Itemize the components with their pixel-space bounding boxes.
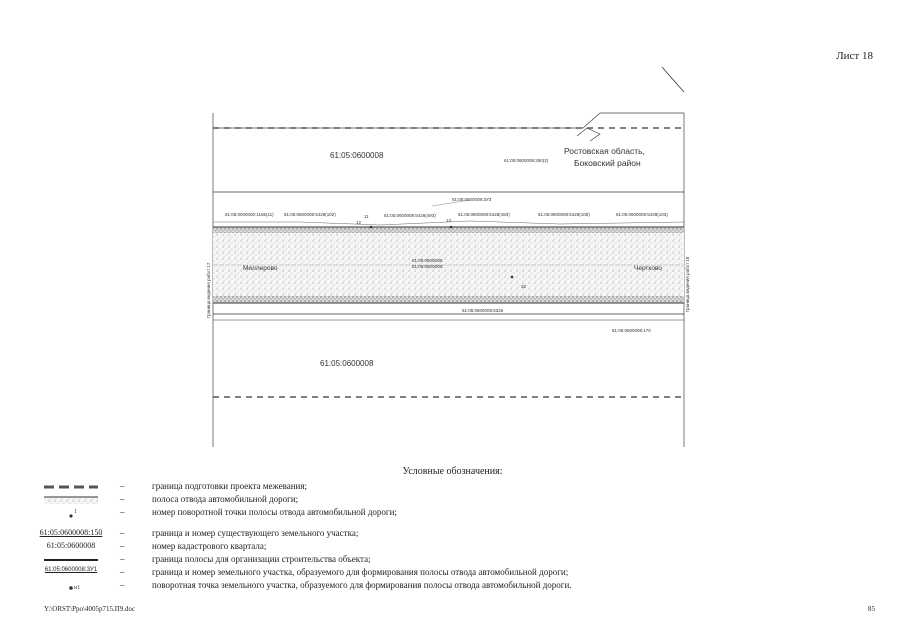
road-edge-top [213,227,684,233]
legend-title: Условные обозначения: [402,466,503,477]
boundary-label-right: Граница ведения работ 18 [685,256,690,312]
legend-description: граница и номер земельного участка, образуемого для формирования полосы отвода автомобильной дороги; [152,567,569,577]
parcel-label: 61:05:0600008: [412,264,444,269]
region-label-1: Ростовская область, [564,146,645,156]
legend-item: – граница подготовки проекта межевания; [30,481,670,494]
region-label-2: Боковский район [574,158,641,168]
legend-description: номер поворотной точки полосы отвода автомобильной дороги; [152,507,397,517]
legend-description: номер кадастрового квартала; [152,541,267,551]
legend-symbol [30,580,112,593]
legend-item: 61:05:0600008:ЗУ1 – граница и номер земельного участка, образуемого для формирования полосы отвода автомобильной дороги; [30,567,670,580]
page-number: 85 [868,605,875,613]
legend-symbol [30,481,112,494]
parcel-label: 61:05:0600008:ЗУ3 [452,197,492,202]
north-arrow-line [662,67,684,92]
parcel-label: 61:05:0600008:5428(103) [616,212,668,217]
legend-symbol [30,554,112,567]
legend-item: 61:05:0600008:150 – граница и номер существующего земельного участка; [30,528,670,541]
legend-symbol [30,494,112,507]
parcel-label: 61:05:0600008:5326 [462,308,504,313]
legend-description: граница полосы для организации строительства объекта; [152,554,371,564]
legend-item: 61:05:0600008 – номер кадастрового квартала; [30,541,670,554]
legend-item: – граница полосы для организации строительства объекта; [30,554,670,567]
parcel-label: 61:05:0600008:5428(108) [538,212,590,217]
boundary-label-left: Граница ведения работ 17 [206,262,211,318]
quarter-label-top: 61:05:0600008 [330,151,384,160]
point-number: 13 [446,218,452,223]
parcel-label: 61:05:0600008:5426(493) [384,213,436,218]
legend-description: граница подготовки проекта межевания; [152,481,308,491]
sheet-number: Лист 18 [836,50,873,62]
legend-item: – полоса отвода автомобильной дороги; [30,494,670,507]
region-parcel-label: 61:05:0600008:250(2) [504,158,549,163]
parcel-label: 61:05:0600008: [412,258,444,263]
parcel-label: 61:05:0600008:5428(102) [284,212,336,217]
legend-symbol: 61:05:0600008:ЗУ1 [44,567,98,573]
footer-file-path: Y:\ORST\Ppo\4005p715.П9.doc [44,605,136,613]
point-number: 12 [356,220,362,225]
legend-description: поворотная точка земельного участка, образуемого для формирования полосы отвода автомобильной дороги. [152,580,572,590]
place-label-right: Чертково [634,265,662,272]
point-number: 11 [364,214,369,219]
break-line [577,128,600,141]
place-label-left: Миллерово [243,265,278,272]
parcel-label: 61:05:0000000:1166(11) [225,212,274,217]
legend-item: н1 – поворотная точка земельного участка, образуемого для формирования полосы отвода автомобильной дороги. [30,580,670,593]
quarter-label-bottom: 61:05:0600008 [320,359,374,368]
legend-symbol [30,507,112,520]
point-number: 32 [521,284,527,289]
legend-symbol: 61:05:0600008:150 [39,528,103,537]
road-edge-bottom [213,296,684,303]
svg-text:1: 1 [74,509,77,515]
legend-description: граница и номер существующего земельного участка; [152,528,359,538]
svg-text:н1: н1 [74,585,81,591]
parcel-label: 61:05:0600008:5428(483) [458,212,510,217]
parcel-label: 61:05:0600008:170 [612,328,651,333]
legend-item: 1 – номер поворотной точки полосы отвода автомобильной дороги; [30,507,670,520]
legend-description: полоса отвода автомобильной дороги; [152,494,299,504]
legend-symbol: 61:05:0600008 [46,541,96,550]
